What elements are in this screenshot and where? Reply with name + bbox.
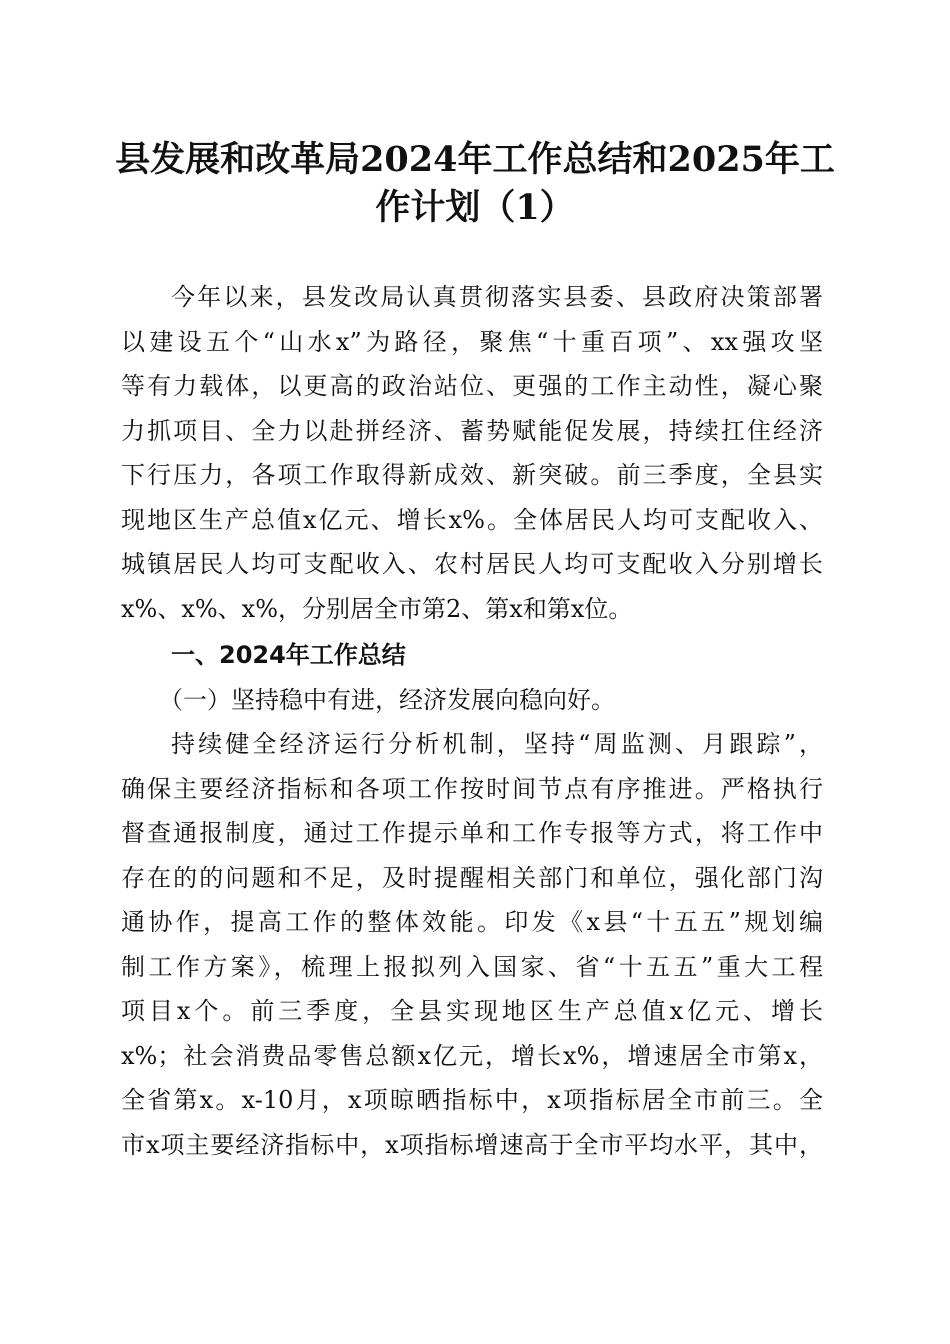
text-line: 存在的的问题和不足，及时提醒相关部门和单位，强化部门沟 [121,863,823,892]
text-line: 全省第x。x-10月，x项晾晒指标中，x项指标居全市前三。全 [121,1086,823,1114]
section-work-summary [121,633,823,1167]
text-line: 力抓项目、全力以赴拼经济、蓄势赋能促发展，持续扛住经济 [121,416,823,445]
text-line: 今年以来，县发改局认真贯彻落实县委、县政府决策部署 [171,283,823,311]
text-line: 项目x个。前三季度，全县实现地区生产总值x亿元、增长 [121,997,823,1025]
intro-paragraph [121,275,823,631]
text-line: 制工作方案》，梳理上报拟列入国家、省“十五五”重大工程 [121,952,823,981]
text-line: x%；社会消费品零售总额x亿元，增长x%，增速居全市第x， [121,1041,823,1070]
text-line: 下行压力，各项工作取得新成效、新突破。前三季度，全县实 [121,461,823,489]
text-line: 以建设五个“山水x”为路径，聚焦“十重百项”、xx强攻坚 [121,327,823,356]
text-line: 确保主要经济指标和各项工作按时间节点有序推进。严格执行 [121,774,823,803]
title-line-1: 县发展和改革局2024年工作总结和2025年工 [115,139,835,180]
subsection-heading: （一）坚持稳中有进，经济发展向稳向好。 [159,685,615,714]
text-line: x%、x%、x%，分别居全市第2、第x和第x位。 [121,594,633,623]
section-heading: 一、2024年工作总结 [171,641,406,669]
text-line: 持续健全经济运行分析机制，坚持“周监测、月跟踪”， [171,730,823,758]
text-line: 通协作，提高工作的整体效能。印发《x县“十五五”规划编 [121,908,823,936]
text-line: 督查通报制度，通过工作提示单和工作专报等方式，将工作中 [121,819,823,847]
title-line-2: 作计划（1） [375,187,575,228]
text-line: 城镇居民人均可支配收入、农村居民人均可支配收入分别增长 [121,550,823,578]
text-line: 现地区生产总值x亿元、增长x%。全体居民人均可支配收入、 [121,505,823,534]
text-line: 等有力载体，以更高的政治站位、更强的工作主动性，凝心聚 [121,372,823,400]
text-line: 市x项主要经济指标中，x项指标增速高于全市平均水平，其中， [121,1130,823,1159]
